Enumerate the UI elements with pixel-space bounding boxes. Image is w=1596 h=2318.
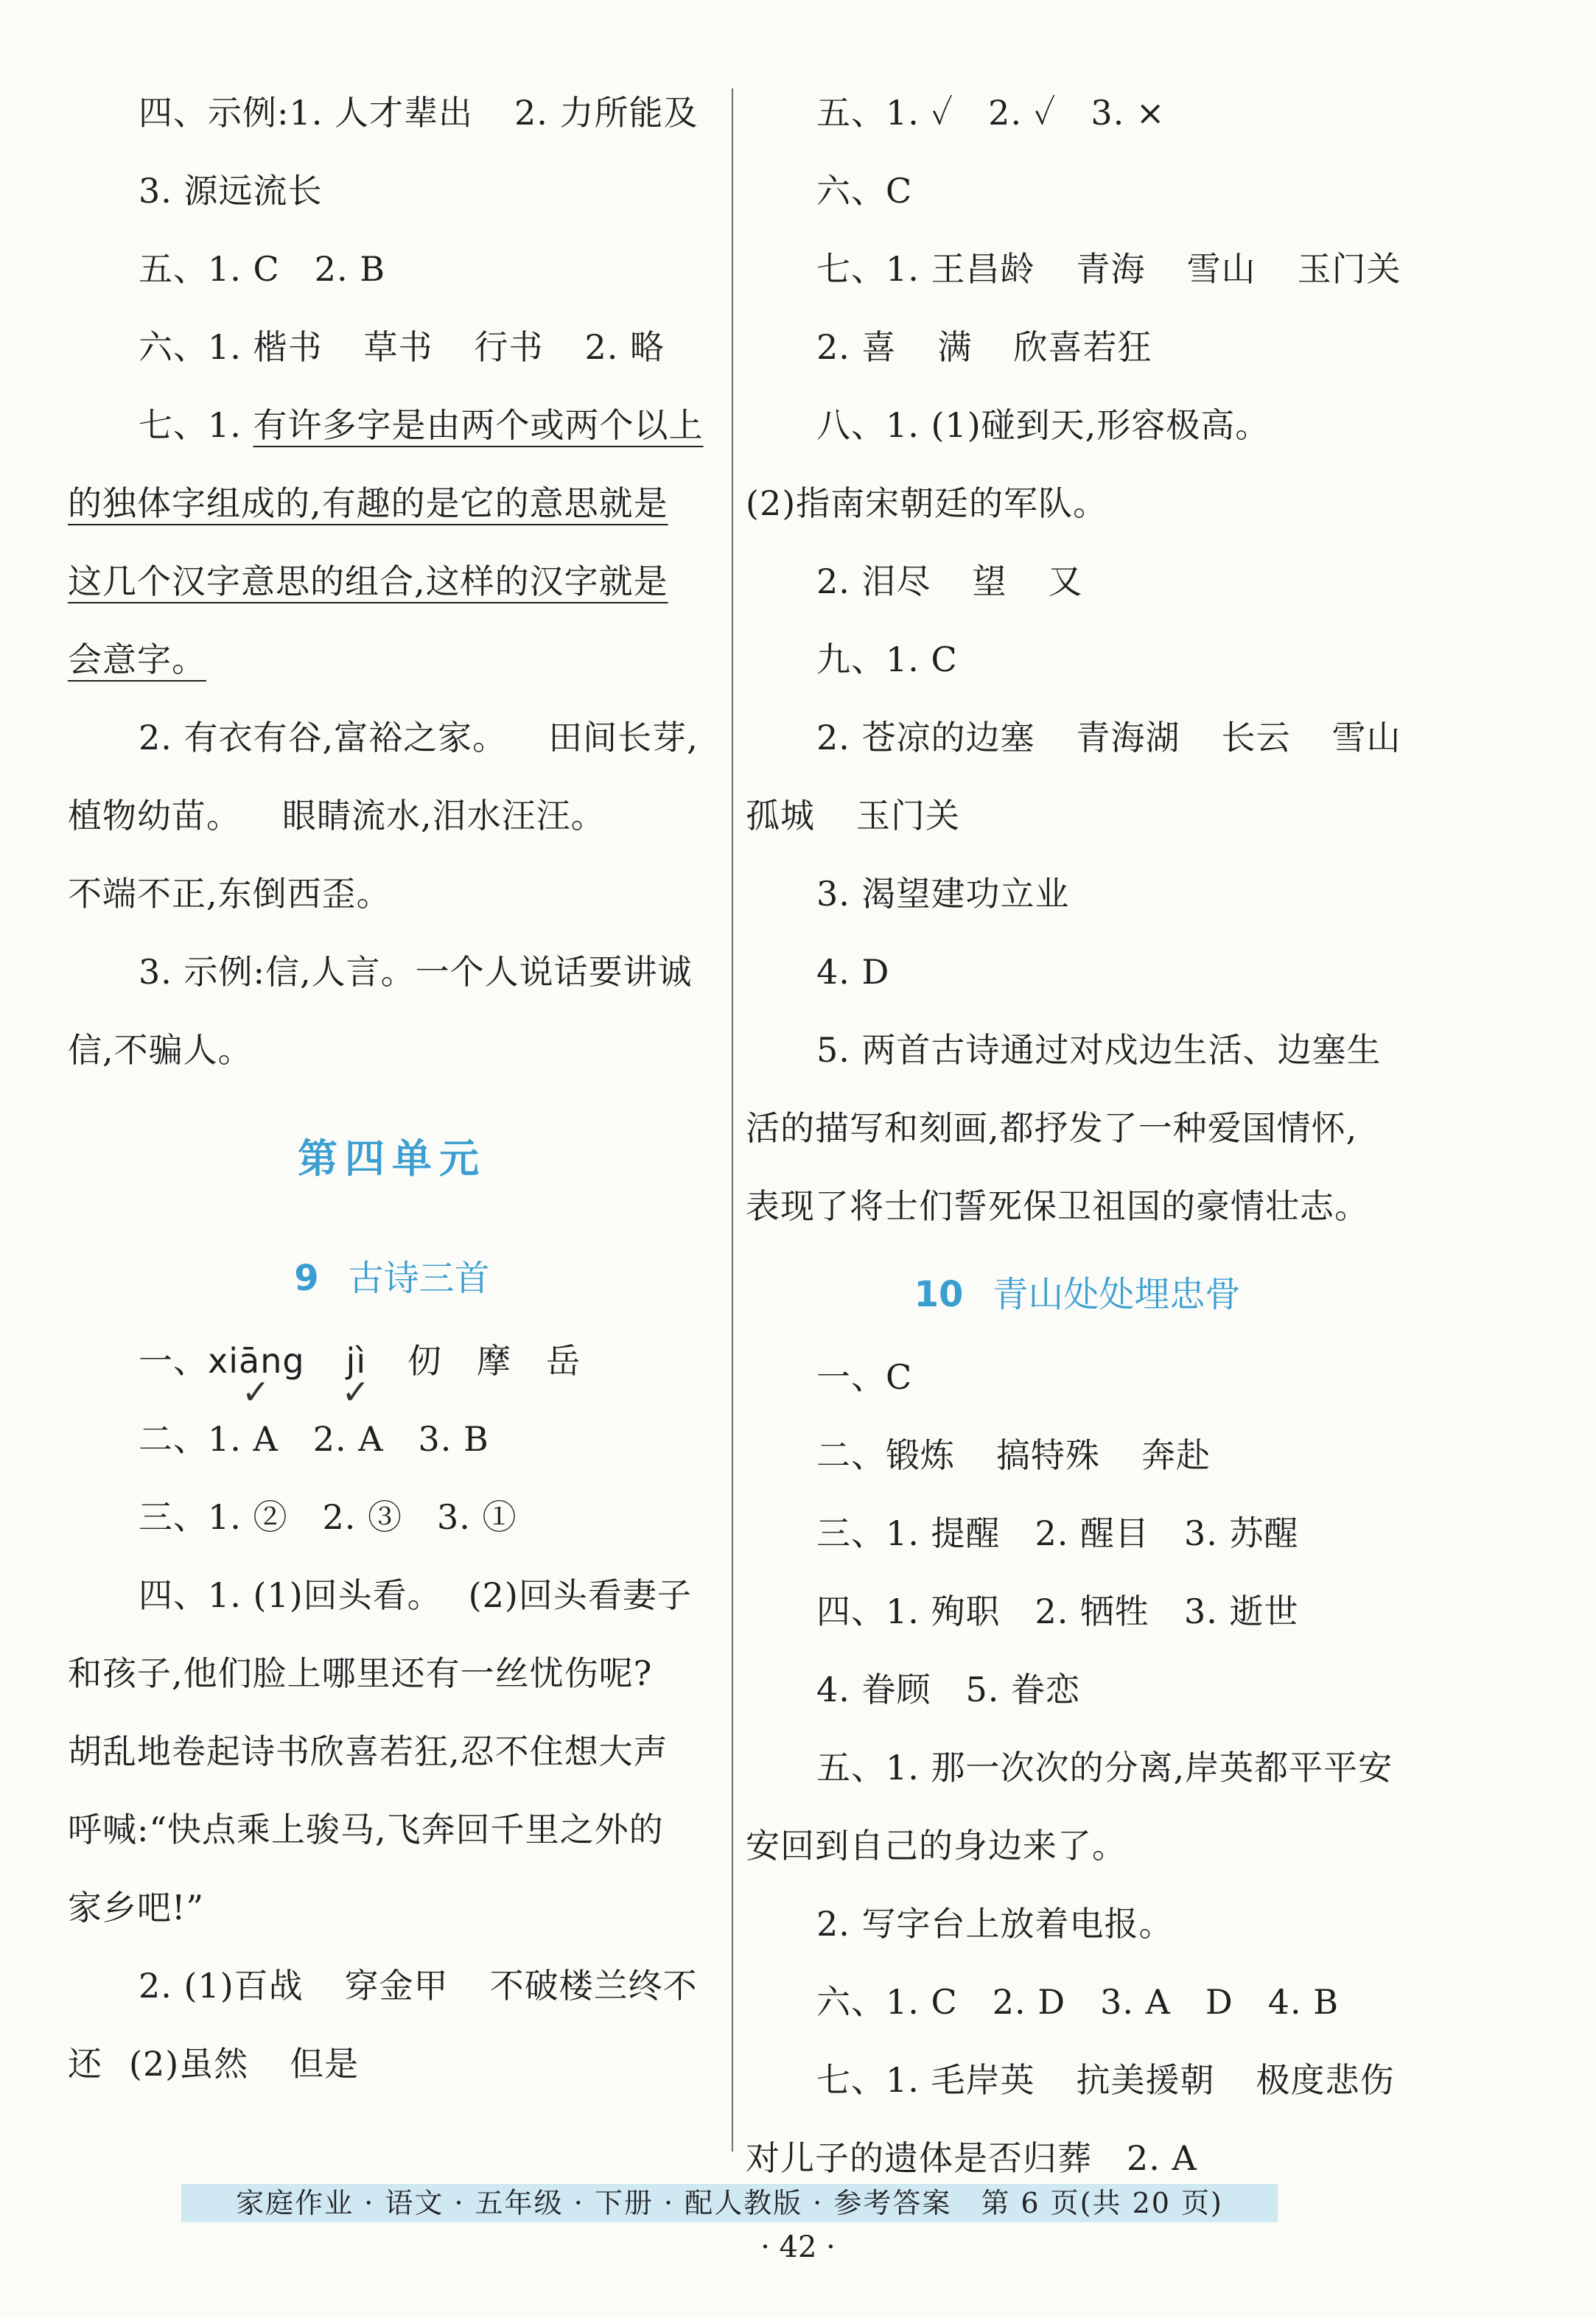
- answer-line: [68, 855, 716, 933]
- pinyin-answer: [341, 1322, 371, 1412]
- answer-line: [746, 1167, 1409, 1245]
- answer-line: [746, 1650, 1409, 1729]
- answer-text: 一、C: [816, 1357, 913, 1397]
- lesson-number: 10: [914, 1274, 964, 1315]
- answer-line: [746, 152, 1409, 230]
- answer-text: 孤城: [746, 796, 815, 836]
- answer-text: 四、1. 殉职 2. 牺牲 3. 逝世: [816, 1592, 1299, 1631]
- answer-text: 五、1. ✓ 2. ✓ 3. ×: [816, 93, 1166, 133]
- check-mark-icon: ✓: [241, 1372, 271, 1412]
- answer-line: [68, 464, 716, 542]
- answer-text: 二、锻炼: [816, 1435, 955, 1475]
- answer-line: [68, 152, 716, 230]
- answer-text: 穿金甲: [344, 1966, 449, 2006]
- answer-line: [746, 308, 1409, 386]
- answer-text: 二、1. A 2. A 3. B: [139, 1419, 489, 1459]
- answer-text: (2)指南宋朝廷的军队。: [746, 483, 1108, 523]
- answer-line: [68, 1556, 716, 1634]
- answer-text: 行书: [474, 327, 544, 367]
- answer-text: 搞特殊: [996, 1435, 1100, 1475]
- answer-line: [68, 1869, 716, 1947]
- answer-text: 长云: [1221, 718, 1291, 757]
- answer-line: [746, 698, 1409, 777]
- answer-line: [68, 74, 716, 152]
- answer-text: 信,不骗人。: [68, 1030, 253, 1070]
- answer-text: 青海: [1076, 249, 1146, 289]
- answer-text: 三、1. ② 2. ③ 3. ①: [139, 1497, 517, 1537]
- answer-line: [746, 74, 1409, 152]
- answer-text: 四、1. (1)回头看。: [139, 1575, 442, 1615]
- answer-line: [746, 2041, 1409, 2119]
- answer-text: 对儿子的遗体是否归葬 2. A: [746, 2138, 1197, 2178]
- answer-line: [68, 1478, 716, 1556]
- answer-line: [68, 1634, 716, 1712]
- answer-line: [68, 230, 716, 308]
- column-divider: [732, 88, 733, 2151]
- answer-text: 六、C: [816, 171, 913, 211]
- answer-text: 3. 示例:信,人言。一个人说话要讲诚: [139, 952, 693, 992]
- answer-line: [746, 1011, 1409, 1089]
- answer-line: [68, 620, 716, 698]
- answer-line: [68, 1011, 716, 1089]
- answer-text: 玉门关: [1297, 249, 1401, 289]
- answer-text: 七、1. 毛岸英: [816, 2060, 1035, 2100]
- pinyin-text: jì: [346, 1341, 367, 1381]
- answer-text: (2)虽然: [129, 2044, 249, 2084]
- lesson-title: [746, 1251, 1409, 1338]
- answer-text: 表现了将士们誓死保卫祖国的豪情壮志。: [746, 1186, 1369, 1226]
- pinyin-answer: [208, 1322, 305, 1412]
- answer-line: [746, 1963, 1409, 2041]
- answer-text: 草书: [363, 327, 433, 367]
- answer-line: [68, 698, 716, 777]
- answer-text: 又: [1048, 561, 1083, 601]
- answer-text: 奔赴: [1141, 1435, 1211, 1475]
- answer-text: 植物幼苗。: [68, 796, 241, 836]
- answer-text: 七、1. 王昌龄: [816, 249, 1035, 289]
- page-number: · 42 ·: [760, 2230, 836, 2264]
- answer-text: 5. 两首古诗通过对戍边生活、边塞生: [816, 1030, 1382, 1070]
- answer-line: [68, 1947, 716, 2025]
- answer-line: [746, 1416, 1409, 1494]
- answer-line: [746, 1572, 1409, 1650]
- answer-text: 八、1. (1)碰到天,形容极高。: [816, 405, 1270, 445]
- answer-line: [746, 855, 1409, 933]
- answer-text: 2. 苍凉的边塞: [816, 718, 1035, 757]
- answer-line: [746, 1089, 1409, 1167]
- answer-line: [68, 308, 716, 386]
- answer-text: 家乡吧!”: [68, 1888, 205, 1927]
- answer-text: 五、1. C 2. B: [139, 249, 386, 289]
- answer-text: 2. 喜: [816, 327, 897, 367]
- answer-text: 欣喜若狂: [1013, 327, 1152, 367]
- answer-line: [746, 1807, 1409, 1885]
- answer-text: 望: [972, 561, 1007, 601]
- answer-text: 活的描写和刻画,都抒发了一种爱国情怀,: [746, 1108, 1358, 1148]
- answer-text: 仞 摩 岳: [407, 1341, 581, 1381]
- underlined-answer: 会意字。: [68, 640, 206, 679]
- answer-text: 和孩子,他们脸上哪里还有一丝忧伤呢?: [68, 1653, 653, 1693]
- answer-line: [68, 933, 716, 1011]
- answer-text: 眼睛流水,泪水汪汪。: [282, 796, 606, 836]
- answer-line: [68, 542, 716, 620]
- answer-text: 2. 有衣有谷,富裕之家。: [139, 718, 508, 757]
- answer-line: [746, 1338, 1409, 1416]
- answer-text: 4. D: [816, 952, 890, 992]
- check-mark-icon: ✓: [341, 1372, 371, 1412]
- answer-line: [68, 777, 716, 855]
- lesson-number: 9: [294, 1258, 319, 1299]
- answer-line: [68, 1790, 716, 1869]
- answer-text: 六、1. 楷书: [139, 327, 323, 367]
- answer-line: [68, 386, 716, 464]
- lesson-name: 古诗三首: [348, 1258, 490, 1299]
- answer-text: (2)回头看妻子: [468, 1575, 692, 1615]
- answer-text: 3. 源远流长: [139, 171, 323, 211]
- left-column: [68, 74, 716, 2103]
- answer-text: 七、1.: [139, 405, 242, 445]
- answer-text: 六、1. C 2. D 3. A D 4. B: [816, 1982, 1340, 2022]
- answer-text: 雪山: [1186, 249, 1256, 289]
- answer-text: 抗美援朝: [1076, 2060, 1215, 2100]
- answer-text: 三、1. 提醒 2. 醒目 3. 苏醒: [816, 1513, 1299, 1553]
- answer-text: 呼喊:“快点乘上骏马,飞奔回千里之外的: [68, 1810, 664, 1849]
- answer-line: [746, 1729, 1409, 1807]
- answer-text: 不端不正,东倒西歪。: [68, 874, 391, 914]
- answer-line: [68, 1322, 716, 1412]
- answer-text: 极度悲伤: [1256, 2060, 1395, 2100]
- answer-text: 3. 渴望建功立业: [816, 874, 1070, 914]
- answer-text: 玉门关: [856, 796, 960, 836]
- lesson-name: 青山处处埋忠骨: [993, 1274, 1241, 1315]
- underlined-answer: 的独体字组成的,有趣的是它的意思就是: [68, 483, 668, 523]
- answer-text: 2. 泪尽: [816, 561, 931, 601]
- underlined-answer: 这几个汉字意思的组合,这样的汉字就是: [68, 561, 668, 601]
- underlined-answer: 有许多字是由两个或两个以上: [253, 405, 704, 445]
- answer-line: [746, 620, 1409, 698]
- answer-line: [746, 542, 1409, 620]
- answer-text: 不破楼兰终不: [489, 1966, 698, 2006]
- answer-text: 雪山: [1331, 718, 1401, 757]
- answer-text: 但是: [290, 2044, 360, 2084]
- answer-text: 青海湖: [1076, 718, 1180, 757]
- answer-line: [746, 1494, 1409, 1572]
- lesson-title: [68, 1235, 716, 1322]
- answer-text: 一、: [139, 1341, 208, 1381]
- answer-line: [68, 2025, 716, 2103]
- answer-line: [746, 386, 1409, 464]
- answer-text: 五、1. 那一次次的分离,岸英都平平安: [816, 1748, 1393, 1787]
- answer-line: [746, 933, 1409, 1011]
- answer-text: 满: [937, 327, 973, 367]
- answer-line: [746, 230, 1409, 308]
- answer-line: [746, 1885, 1409, 1963]
- answer-text: 九、1. C: [816, 640, 958, 679]
- footer-caption: 家庭作业 · 语文 · 五年级 · 下册 · 配人教版 · 参考答案 第 6 页(共 20 页): [236, 2187, 1223, 2219]
- right-column: [746, 74, 1409, 2197]
- answer-text: 田间长芽,: [548, 718, 699, 757]
- pinyin-text: xiāng: [208, 1341, 305, 1381]
- answer-text: 四、示例:1. 人才辈出: [139, 93, 474, 133]
- unit-title: 第四单元: [298, 1135, 486, 1182]
- answer-text: 胡乱地卷起诗书欣喜若狂,忍不住想大声: [68, 1732, 668, 1771]
- answer-text: 2. (1)百战: [139, 1966, 304, 2006]
- answer-text: 2. 力所能及: [514, 93, 699, 133]
- answer-line: [746, 777, 1409, 855]
- answer-line: [68, 1400, 716, 1478]
- answer-text: 4. 眷顾 5. 眷恋: [816, 1670, 1081, 1709]
- answer-text: 2. 略: [584, 327, 665, 367]
- answer-line: [746, 464, 1409, 542]
- answer-text: 安回到自己的身边来了。: [746, 1826, 1127, 1866]
- answer-text: 还: [68, 2044, 102, 2084]
- answer-line: [68, 1712, 716, 1790]
- answer-text: 2. 写字台上放着电报。: [816, 1904, 1174, 1944]
